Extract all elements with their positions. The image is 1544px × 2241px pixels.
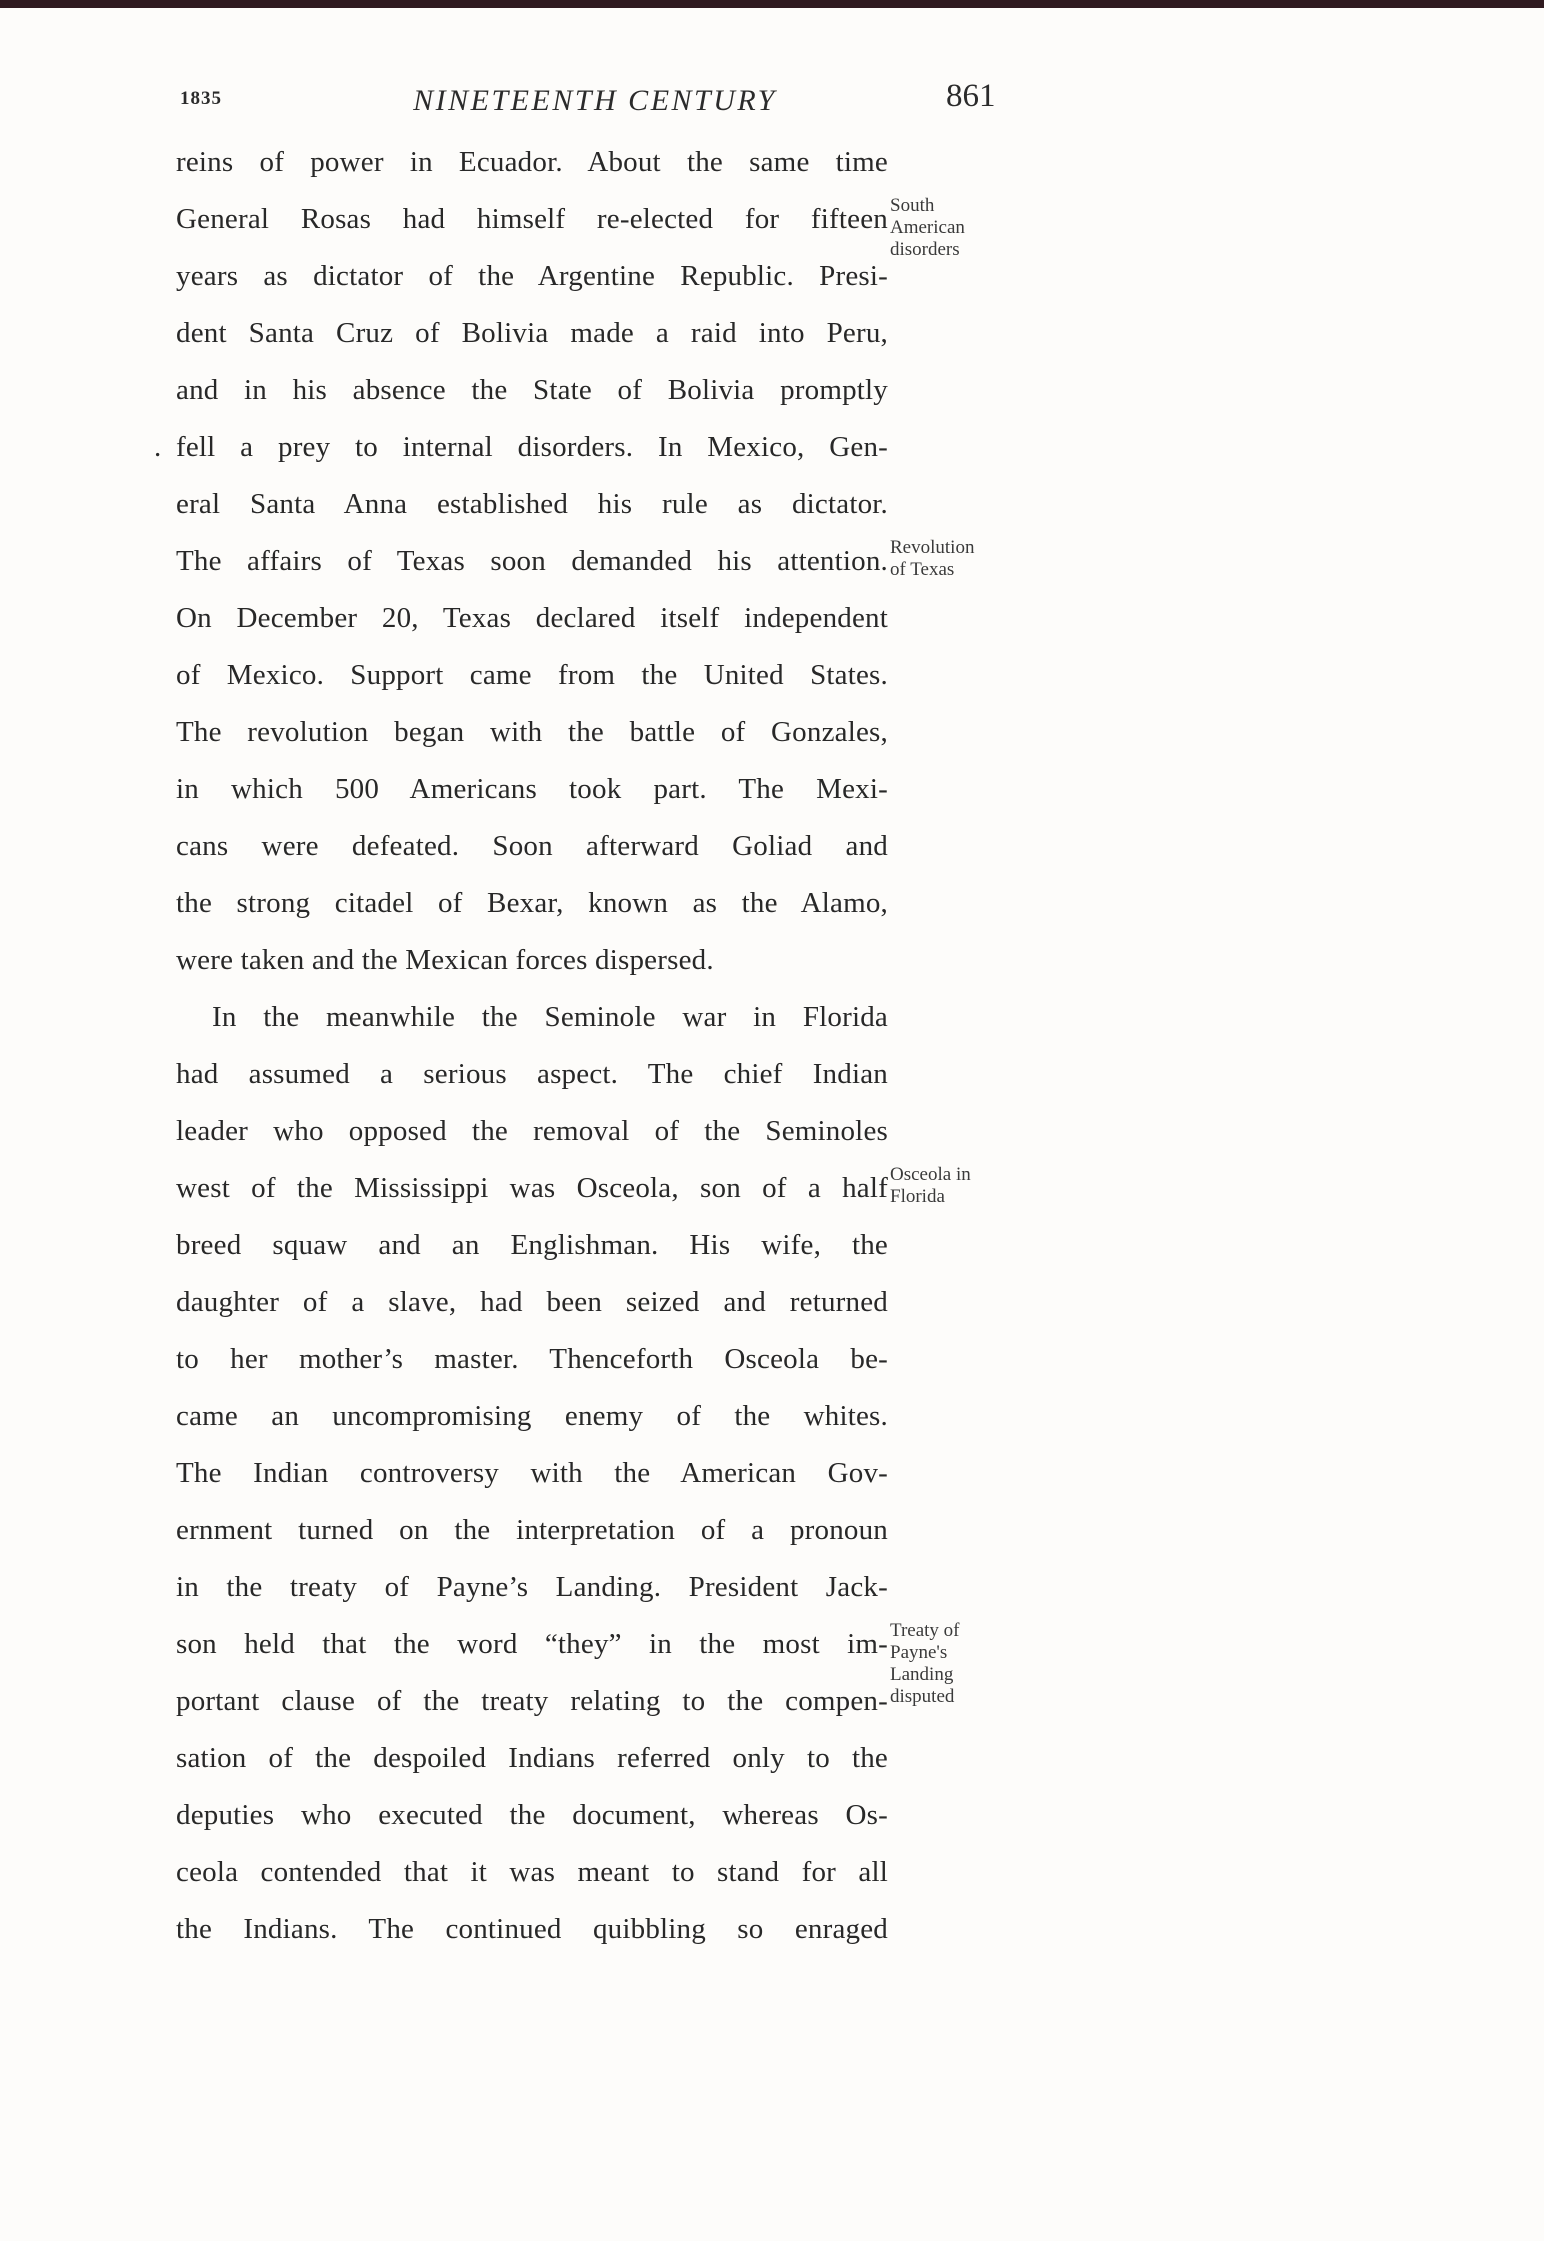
text-line: daughter of a slave, had been seized and returned [176,1286,888,1318]
text-line: The Indian controversy with the American Gov- [176,1457,888,1489]
text-line: In the meanwhile the Seminole war in Florida [212,1001,888,1033]
margin-note-line: Landing [890,1664,954,1685]
margin-note [890,537,1030,581]
text-line: sation of the despoiled Indians referred only to the [176,1742,888,1774]
text-line: breed squaw and an Englishman. His wife, the [176,1229,888,1261]
text-line: the strong citadel of Bexar, known as the Alamo, [176,887,888,919]
body-text [154,134,888,1958]
text-line: ceola contended that it was meant to stand for all [176,1856,888,1888]
margin-note [890,195,1030,261]
text-line: came an uncompromising enemy of the whites. [176,1400,888,1432]
text-line: portant clause of the treaty relating to the compen- [176,1685,888,1717]
text-line: . fell a prey to internal disorders. In Mexico, Gen- [176,419,888,476]
margin-note-line: disorders [890,239,960,260]
margin-note [890,1164,1030,1208]
text-line: west of the Mississippi was Osceola, son of a half [176,1172,888,1204]
text-line: years as dictator of the Argentine Republic. Presi- [176,260,888,292]
text-line: The affairs of Texas soon demanded his attention. [176,545,888,577]
page-number: 861 [946,78,996,114]
text-line: General Rosas had himself re-elected for fifteen [176,203,888,235]
text-line: eral Santa Anna established his rule as dictator. [176,488,888,520]
text-line: leader who opposed the removal of the Seminoles [176,1115,888,1147]
margin-note [890,1620,1030,1708]
text-line: the Indians. The continued quibbling so enraged [176,1913,888,1945]
text-line: On December 20, Texas declared itself independent [176,602,888,634]
text-line: in the treaty of Payne’s Landing. President Jack- [176,1571,888,1603]
text-line: were taken and the Mexican forces dispersed. [176,944,714,976]
text-line: son held that the word “they” in the most im- [176,1628,888,1660]
margin-notes [890,0,1030,2241]
margin-note-line: Treaty of [890,1620,960,1641]
text-line: to her mother’s master. Thenceforth Osceola be- [176,1343,888,1375]
text-line: in which 500 Americans took part. The Mexi- [176,773,888,805]
text-line: cans were defeated. Soon afterward Goliad and [176,830,888,862]
text-line: reins of power in Ecuador. About the same time [176,146,888,178]
margin-note-line: Payne's [890,1642,948,1663]
running-head-title: NINETEENTH CENTURY [413,84,777,117]
text-line: dent Santa Cruz of Bolivia made a raid into Peru, [176,317,888,349]
text-line: deputies who executed the document, whereas Os- [176,1799,888,1831]
text-line: of Mexico. Support came from the United States. [176,659,888,691]
margin-note-line: Osceola in [890,1164,971,1185]
margin-note-line: Florida [890,1186,945,1207]
text-line: and in his absence the State of Bolivia promptly [176,374,888,406]
scan-edge [0,0,1544,8]
margin-note-line: South [890,195,935,216]
text-line: The revolution began with the battle of Gonzales, [176,716,888,748]
stray-mark: . [154,431,162,463]
text-line: ernment turned on the interpretation of a pronoun [176,1514,888,1546]
margin-note-line: of Texas [890,559,955,580]
text-line: had assumed a serious aspect. The chief Indian [176,1058,888,1090]
running-head-year: 1835 [180,88,222,109]
margin-note-line: disputed [890,1686,955,1707]
margin-note-line: American [890,217,965,238]
margin-note-line: Revolution [890,537,975,558]
